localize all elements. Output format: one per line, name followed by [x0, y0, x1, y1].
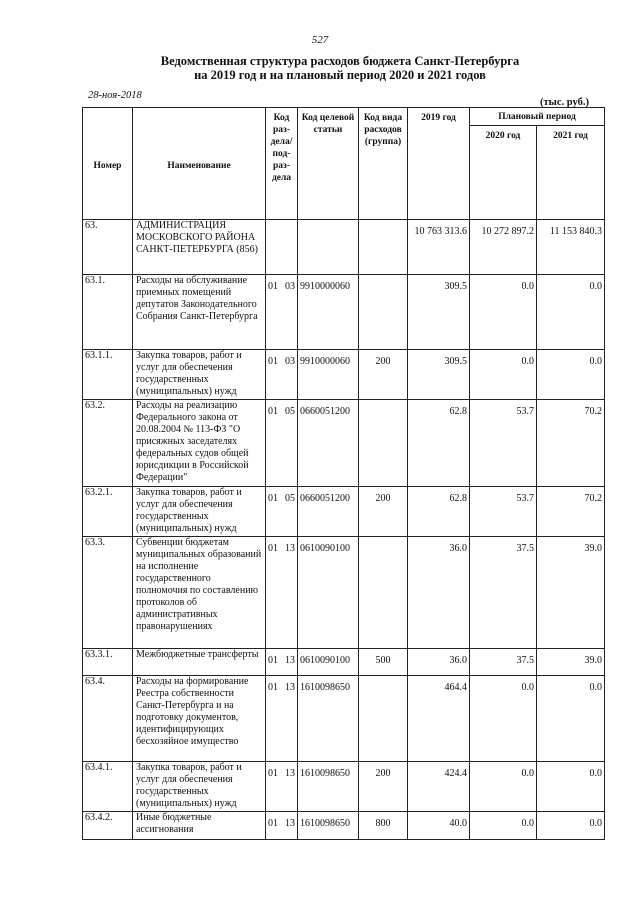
row-number: 63.1.	[83, 275, 133, 350]
row-number: 63.1.1.	[83, 350, 133, 400]
row-section: 01	[266, 400, 280, 487]
header-target-code: Код целевой статьи	[298, 108, 359, 220]
header-section-code: Код раз-дела/ под-раз-дела	[266, 108, 298, 220]
row-expense-type	[359, 400, 408, 487]
row-subsection: 13	[280, 676, 298, 762]
row-value-2019: 62.8	[408, 400, 470, 487]
title-line-2: на 2019 год и на плановый период 2020 и 2021 годов	[194, 68, 486, 82]
row-name: Закупка товаров, работ и услуг для обеспечения государственных (муниципальных) нужд	[133, 487, 266, 537]
row-value-2020: 37.5	[470, 649, 537, 676]
row-expense-type: 500	[359, 649, 408, 676]
document-date: 28-ноя-2018	[88, 90, 142, 101]
page-title	[60, 54, 620, 82]
row-target-code: 1610098650	[298, 676, 359, 762]
row-subsection: 03	[280, 350, 298, 400]
row-target-code: 0610090100	[298, 649, 359, 676]
row-value-2021: 0.0	[537, 676, 605, 762]
header-planned-period: Плановый период	[470, 108, 605, 126]
row-expense-type	[359, 537, 408, 649]
row-section	[266, 220, 280, 275]
row-subsection: 03	[280, 275, 298, 350]
header-name: Наименование	[133, 108, 266, 220]
row-number: 63.2.	[83, 400, 133, 487]
row-name: Иные бюджетные ассигнования	[133, 812, 266, 840]
row-value-2020: 0.0	[470, 812, 537, 840]
table-header	[83, 108, 605, 220]
row-expense-type	[359, 275, 408, 350]
row-expense-type: 200	[359, 487, 408, 537]
row-subsection: 05	[280, 400, 298, 487]
row-expense-type: 200	[359, 350, 408, 400]
row-value-2019: 36.0	[408, 537, 470, 649]
row-target-code: 9910000060	[298, 275, 359, 350]
row-name: Расходы на формирование Реестра собственности Санкт-Петербурга и на подготовку документов, идентифицирующих бесхозяйное имущество	[133, 676, 266, 762]
row-section: 01	[266, 676, 280, 762]
row-number: 63.4.	[83, 676, 133, 762]
table-body	[83, 220, 605, 840]
row-value-2020: 37.5	[470, 537, 537, 649]
page-number: 527	[311, 34, 329, 46]
table-row	[83, 762, 605, 812]
row-name: Межбюджетные трансферты	[133, 649, 266, 676]
row-expense-type: 800	[359, 812, 408, 840]
row-section: 01	[266, 275, 280, 350]
row-value-2021: 70.2	[537, 487, 605, 537]
row-section: 01	[266, 537, 280, 649]
row-value-2019: 40.0	[408, 812, 470, 840]
row-value-2021: 0.0	[537, 812, 605, 840]
row-value-2019: 309.5	[408, 350, 470, 400]
row-expense-type	[359, 676, 408, 762]
row-target-code: 9910000060	[298, 350, 359, 400]
table-row	[83, 812, 605, 840]
row-value-2021: 0.0	[537, 762, 605, 812]
row-subsection: 13	[280, 762, 298, 812]
row-section: 01	[266, 487, 280, 537]
row-value-2019: 309.5	[408, 275, 470, 350]
row-value-2020: 53.7	[470, 487, 537, 537]
row-subsection: 05	[280, 487, 298, 537]
units-label: (тыс. руб.)	[540, 97, 589, 108]
row-value-2021: 70.2	[537, 400, 605, 487]
row-number: 63.3.1.	[83, 649, 133, 676]
title-line-1: Ведомственная структура расходов бюджета Санкт-Петербурга	[160, 54, 520, 68]
row-subsection: 13	[280, 649, 298, 676]
row-value-2020: 0.0	[470, 676, 537, 762]
row-value-2020: 0.0	[470, 350, 537, 400]
table-row	[83, 537, 605, 649]
table-row	[83, 400, 605, 487]
row-value-2019: 424.4	[408, 762, 470, 812]
row-expense-type	[359, 220, 408, 275]
row-number: 63.3.	[83, 537, 133, 649]
row-value-2019: 10 763 313.6	[408, 220, 470, 275]
row-number: 63.	[83, 220, 133, 275]
row-target-code: 0660051200	[298, 487, 359, 537]
row-expense-type: 200	[359, 762, 408, 812]
row-value-2019: 464.4	[408, 676, 470, 762]
budget-table	[82, 107, 605, 840]
row-value-2021: 39.0	[537, 649, 605, 676]
row-name: Расходы на обслуживание приемных помещений депутатов Законодательного Собрания Санкт-Петербурга	[133, 275, 266, 350]
row-target-code: 1610098650	[298, 762, 359, 812]
row-value-2020: 10 272 897.2	[470, 220, 537, 275]
table-row	[83, 220, 605, 275]
table-row	[83, 275, 605, 350]
row-value-2019: 62.8	[408, 487, 470, 537]
row-value-2020: 0.0	[470, 762, 537, 812]
row-section: 01	[266, 649, 280, 676]
row-number: 63.4.2.	[83, 812, 133, 840]
header-number: Номер	[83, 108, 133, 220]
row-subsection: 13	[280, 812, 298, 840]
row-section: 01	[266, 350, 280, 400]
row-number: 63.4.1.	[83, 762, 133, 812]
row-value-2021: 0.0	[537, 350, 605, 400]
row-value-2020: 53.7	[470, 400, 537, 487]
header-2021: 2021 год	[537, 126, 605, 220]
row-number: 63.2.1.	[83, 487, 133, 537]
table-row	[83, 649, 605, 676]
row-name: АДМИНИСТРАЦИЯ МОСКОВСКОГО РАЙОНА САНКТ-ПЕТЕРБУРГА (856)	[133, 220, 266, 275]
row-name: Субвенции бюджетам муниципальных образований на исполнение государственного полномочия по составлению протоколов об административных правонарушениях	[133, 537, 266, 649]
row-value-2021: 11 153 840.3	[537, 220, 605, 275]
header-2019: 2019 год	[408, 108, 470, 220]
row-value-2020: 0.0	[470, 275, 537, 350]
row-name: Закупка товаров, работ и услуг для обеспечения государственных (муниципальных) нужд	[133, 350, 266, 400]
table-row	[83, 350, 605, 400]
row-target-code: 0610090100	[298, 537, 359, 649]
table-row	[83, 676, 605, 762]
row-subsection: 13	[280, 537, 298, 649]
row-target-code: 1610098650	[298, 812, 359, 840]
header-expense-type-code: Код вида расходов (группа)	[359, 108, 408, 220]
row-value-2021: 0.0	[537, 275, 605, 350]
row-name: Закупка товаров, работ и услуг для обеспечения государственных (муниципальных) нужд	[133, 762, 266, 812]
row-section: 01	[266, 762, 280, 812]
row-section: 01	[266, 812, 280, 840]
row-value-2019: 36.0	[408, 649, 470, 676]
row-subsection	[280, 220, 298, 275]
row-target-code: 0660051200	[298, 400, 359, 487]
row-target-code	[298, 220, 359, 275]
table-row	[83, 487, 605, 537]
row-value-2021: 39.0	[537, 537, 605, 649]
header-2020: 2020 год	[470, 126, 537, 220]
row-name: Расходы на реализацию Федерального закона от 20.08.2004 № 113-ФЗ "О присяжных заседателях федеральных судов общей юрисдикции в Российской Федерации"	[133, 400, 266, 487]
